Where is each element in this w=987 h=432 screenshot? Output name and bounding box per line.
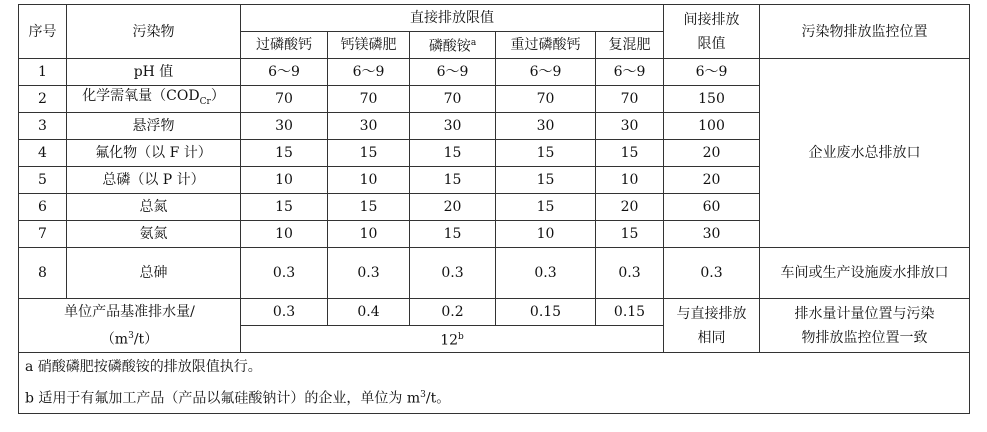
row-value: 6～9: [241, 59, 328, 86]
row-seq: 1: [19, 59, 67, 86]
row-pollutant-pre: 化学需氧量（COD: [82, 88, 200, 105]
row-value: 70: [328, 86, 410, 113]
row-pollutant: 悬浮物: [67, 113, 241, 140]
row-value: 15: [496, 140, 596, 167]
row-value: 15: [241, 140, 328, 167]
row-value: 70: [596, 86, 664, 113]
row-value: 70: [410, 86, 496, 113]
row-value: 15: [496, 167, 596, 194]
row-indirect: 6～9: [664, 59, 760, 86]
row-indirect: 60: [664, 194, 760, 221]
baseline-value: 0.15: [496, 299, 596, 326]
row-indirect: 0.3: [664, 248, 760, 299]
baseline-merged-value: [241, 326, 664, 353]
row-indirect: 30: [664, 221, 760, 248]
footnote-marker-b: b: [458, 332, 464, 343]
row-value: 10: [241, 221, 328, 248]
header-direct-col: 重过磷酸钙: [496, 32, 596, 59]
row-pollutant: 总氮: [67, 194, 241, 221]
row-value: 10: [596, 167, 664, 194]
row-value: 10: [328, 221, 410, 248]
baseline-row-1: [19, 299, 970, 326]
baseline-monitor-line1: 排水量计量位置与污染: [794, 305, 935, 322]
row-value: 15: [496, 194, 596, 221]
row-value: 0.3: [496, 248, 596, 299]
baseline-value: 0.15: [596, 299, 664, 326]
baseline-value: 0.4: [328, 299, 410, 326]
row-pollutant: 总砷: [67, 248, 241, 299]
row-value: 15: [241, 194, 328, 221]
header-direct-col: [410, 32, 496, 59]
baseline-unit-post: /t）: [133, 331, 159, 348]
row-pollutant: pH 值: [67, 59, 241, 86]
note-row-a: [19, 353, 970, 382]
row-value: 20: [596, 194, 664, 221]
header-indirect-line1: 间接排放: [683, 11, 740, 28]
baseline-value: 0.2: [410, 299, 496, 326]
row-seq: 2: [19, 86, 67, 113]
baseline-value: 0.3: [241, 299, 328, 326]
baseline-monitor-line2: 物排放监控位置一致: [801, 329, 928, 346]
row-value: 10: [496, 221, 596, 248]
header-direct-col: 钙镁磷肥: [328, 32, 410, 59]
row-value: 6～9: [596, 59, 664, 86]
baseline-label-line2: [21, 324, 238, 352]
row-value: 0.3: [328, 248, 410, 299]
header-indirect-line2: 限值: [697, 35, 726, 52]
footnote-b-post: /t。: [425, 390, 451, 407]
row-value: 6～9: [496, 59, 596, 86]
row-value: 30: [496, 113, 596, 140]
row-seq: 5: [19, 167, 67, 194]
note-row-b: [19, 381, 970, 413]
row-value: 15: [596, 221, 664, 248]
row-value: 20: [410, 194, 496, 221]
baseline-indirect-line1: 与直接排放: [676, 305, 747, 322]
row-seq: 7: [19, 221, 67, 248]
row-indirect: 100: [664, 113, 760, 140]
baseline-indirect-line2: 相同: [697, 329, 726, 346]
header-direct-col: 复混肥: [596, 32, 664, 59]
row-value: 15: [410, 221, 496, 248]
row-value: 30: [241, 113, 328, 140]
footnote-b-pre: b 适用于有氟加工产品（产品以氟硅酸钠计）的企业，单位为 m: [25, 390, 421, 407]
header-monitor: 污染物排放监控位置: [760, 5, 970, 59]
row-indirect: 150: [664, 86, 760, 113]
row-value: 6～9: [410, 59, 496, 86]
row-pollutant: 总磷（以 P 计）: [67, 167, 241, 194]
row-value: 15: [328, 140, 410, 167]
row-value: 10: [241, 167, 328, 194]
row-value: 0.3: [596, 248, 664, 299]
table-row: [19, 59, 970, 86]
row-value: 30: [328, 113, 410, 140]
row-value: 30: [410, 113, 496, 140]
footnote-b-sup: 3: [420, 390, 426, 400]
footnote-marker-a: a: [470, 38, 477, 49]
row-seq: 4: [19, 140, 67, 167]
baseline-label-line1: 单位产品基准排水量/: [64, 303, 195, 320]
pollutant-limits-table: [18, 4, 970, 414]
baseline-label: [19, 299, 241, 353]
baseline-monitor: [760, 299, 970, 353]
row-pollutant: 氨氮: [67, 221, 241, 248]
header-pollutant: 污染物: [67, 5, 241, 59]
monitor-location-workshop: 车间或生产设施废水排放口: [760, 248, 970, 299]
header-direct-group: 直接排放限值: [241, 5, 664, 32]
row-value: 30: [596, 113, 664, 140]
row-value: 15: [410, 140, 496, 167]
row-value: 15: [410, 167, 496, 194]
row-value: 10: [328, 167, 410, 194]
row-value: 15: [596, 140, 664, 167]
header-direct-col: 过磷酸钙: [241, 32, 328, 59]
header-indirect: [664, 5, 760, 59]
row-indirect: 20: [664, 167, 760, 194]
row-value: 0.3: [241, 248, 328, 299]
row-pollutant-sub: Cr: [199, 96, 211, 107]
header-row-1: [19, 5, 970, 32]
pollutant-limits-table-container: [18, 4, 969, 414]
row-value: 15: [328, 194, 410, 221]
baseline-unit-pre: （m: [100, 331, 129, 348]
table-row: [19, 248, 970, 299]
footnote-a: a 硝酸磷肥按磷酸铵的排放限值执行。: [19, 353, 970, 382]
monitor-location-general: 企业废水总排放口: [760, 59, 970, 248]
baseline-merged-number: 12: [440, 332, 459, 349]
baseline-indirect: [664, 299, 760, 353]
row-value: 6～9: [328, 59, 410, 86]
footnote-b: [19, 381, 970, 413]
row-seq: 8: [19, 248, 67, 299]
row-pollutant: 氟化物（以 F 计）: [67, 140, 241, 167]
row-pollutant-post: ）: [210, 88, 225, 105]
row-seq: 6: [19, 194, 67, 221]
baseline-unit-sup: 3: [128, 330, 134, 341]
row-value: 0.3: [410, 248, 496, 299]
row-indirect: 20: [664, 140, 760, 167]
row-value: 70: [496, 86, 596, 113]
row-pollutant: [67, 86, 241, 113]
row-seq: 3: [19, 113, 67, 140]
header-direct-col-label: 磷酸铵: [428, 38, 471, 55]
header-seq: 序号: [19, 5, 67, 59]
row-value: 70: [241, 86, 328, 113]
